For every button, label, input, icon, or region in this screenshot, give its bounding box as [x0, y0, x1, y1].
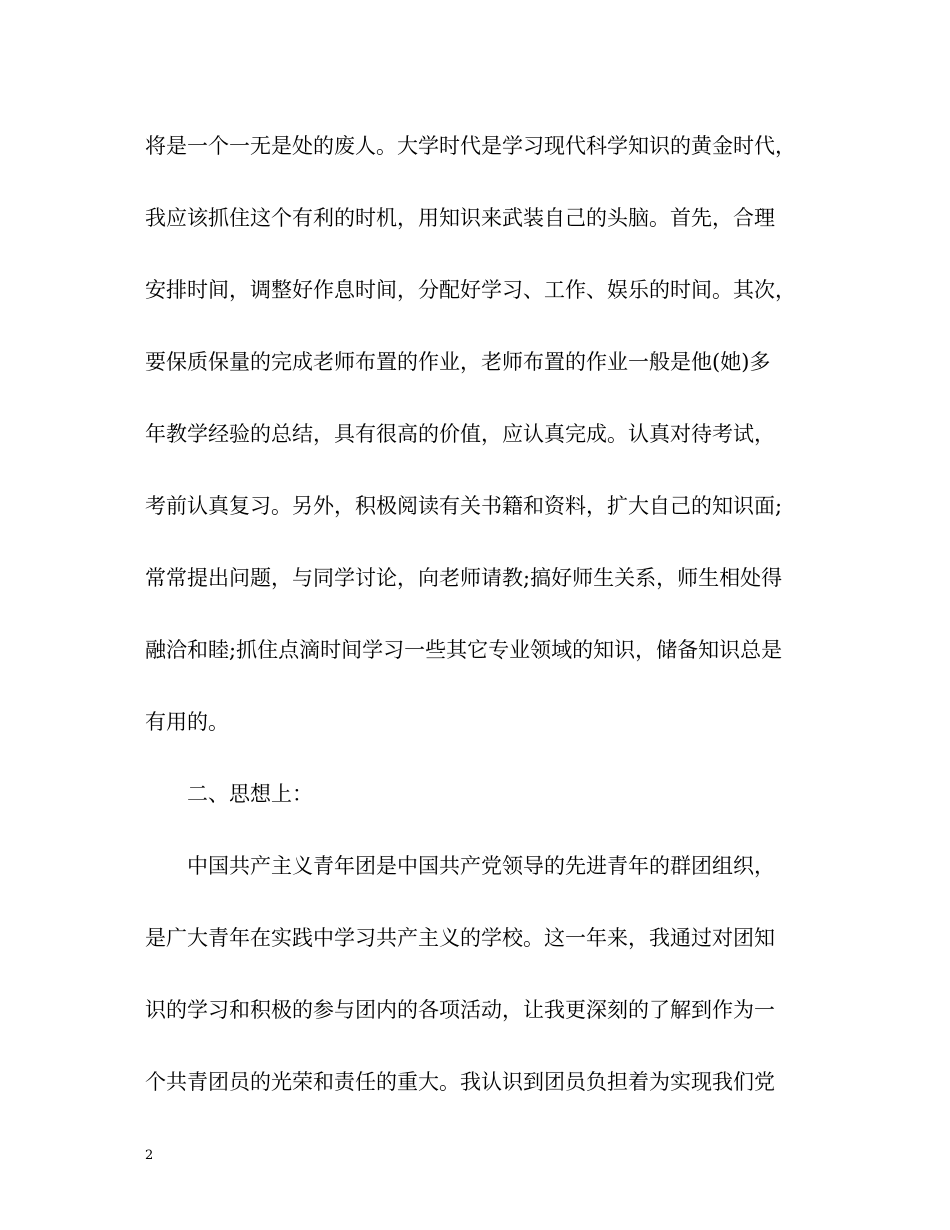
section-heading: 二、思想上：	[187, 782, 313, 806]
paragraph-first-line: 中国共产主义青年团是中国共产党领导的先进青年的群团组织，	[187, 854, 775, 878]
text-line: 常常提出问题，与同学讨论，向老师请教;搞好师生关系，师生相处得	[145, 566, 783, 590]
page-number: 2	[145, 1148, 154, 1163]
text-line: 要保质保量的完成老师布置的作业，老师布置的作业一般是他(她)多	[145, 350, 771, 374]
text-line: 是广大青年在实践中学习共产主义的学校。这一年来，我通过对团知	[145, 926, 775, 950]
text-line: 将是一个一无是处的废人。大学时代是学习现代科学知识的黄金时代，	[145, 134, 796, 158]
text-line: 安排时间，调整好作息时间，分配好学习、工作、娱乐的时间。其次，	[145, 278, 796, 302]
text-line: 个共青团员的光荣和责任的重大。我认识到团员负担着为实现我们党	[145, 1070, 775, 1094]
text-line: 融洽和睦;抓住点滴时间学习一些其它专业领域的知识，储备知识总是	[145, 638, 783, 662]
text-line: 考前认真复习。另外，积极阅读有关书籍和资料，扩大自己的知识面;	[145, 494, 783, 518]
text-line: 年教学经验的总结，具有很高的价值，应认真完成。认真对待考试，	[145, 422, 775, 446]
text-line: 我应该抓住这个有利的时机，用知识来武装自己的头脑。首先，合理	[145, 206, 775, 230]
text-line: 有用的。	[145, 710, 229, 734]
text-line: 识的学习和积极的参与团内的各项活动，让我更深刻的了解到作为一	[145, 998, 775, 1022]
